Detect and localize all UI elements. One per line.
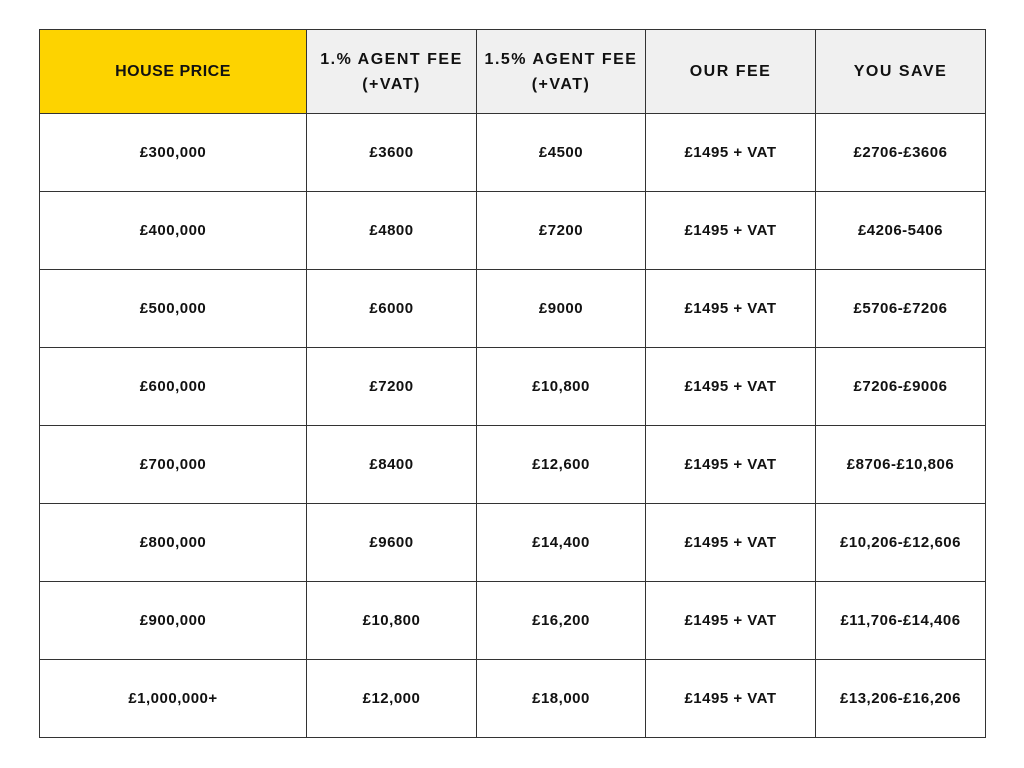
- cell-you-save: £5706-£7206: [816, 270, 986, 348]
- cell-house-price: £600,000: [40, 348, 307, 426]
- table-row: [40, 426, 986, 504]
- table-row: [40, 582, 986, 660]
- table-row: [40, 270, 986, 348]
- cell-house-price: £1,000,000+: [40, 660, 307, 738]
- header-our-fee: [646, 30, 816, 114]
- header-row: [40, 30, 986, 114]
- cell-you-save: £13,206-£16,206: [816, 660, 986, 738]
- cell-you-save: £2706-£3606: [816, 114, 986, 192]
- cell-one-half-percent-fee: £12,600: [477, 426, 646, 504]
- table-row: [40, 660, 986, 738]
- header-you-save: [816, 30, 986, 114]
- cell-one-half-percent-fee: £7200: [477, 192, 646, 270]
- cell-you-save: £11,706-£14,406: [816, 582, 986, 660]
- fee-comparison-table: [39, 29, 986, 738]
- table-row: [40, 114, 986, 192]
- cell-one-half-percent-fee: £4500: [477, 114, 646, 192]
- cell-one-half-percent-fee: £9000: [477, 270, 646, 348]
- cell-one-percent-fee: £6000: [307, 270, 477, 348]
- cell-our-fee: £1495 + VAT: [646, 426, 816, 504]
- cell-one-half-percent-fee: £14,400: [477, 504, 646, 582]
- cell-our-fee: £1495 + VAT: [646, 348, 816, 426]
- cell-one-half-percent-fee: £16,200: [477, 582, 646, 660]
- header-text: 1.% AGENT FEE: [320, 50, 463, 68]
- cell-one-half-percent-fee: £18,000: [477, 660, 646, 738]
- cell-our-fee: £1495 + VAT: [646, 504, 816, 582]
- cell-house-price: £500,000: [40, 270, 307, 348]
- cell-one-percent-fee: £9600: [307, 504, 477, 582]
- header-text: HOUSE PRICE: [115, 63, 231, 80]
- cell-our-fee: £1495 + VAT: [646, 114, 816, 192]
- cell-one-half-percent-fee: £10,800: [477, 348, 646, 426]
- cell-one-percent-fee: £8400: [307, 426, 477, 504]
- cell-you-save: £4206-5406: [816, 192, 986, 270]
- cell-one-percent-fee: £7200: [307, 348, 477, 426]
- header-one-percent-fee: [307, 30, 477, 114]
- cell-one-percent-fee: £4800: [307, 192, 477, 270]
- cell-house-price: £300,000: [40, 114, 307, 192]
- cell-our-fee: £1495 + VAT: [646, 660, 816, 738]
- table-row: [40, 504, 986, 582]
- cell-one-percent-fee: £12,000: [307, 660, 477, 738]
- cell-our-fee: £1495 + VAT: [646, 270, 816, 348]
- table-row: [40, 348, 986, 426]
- cell-one-percent-fee: £3600: [307, 114, 477, 192]
- header-house-price: [40, 30, 307, 114]
- cell-you-save: £8706-£10,806: [816, 426, 986, 504]
- cell-house-price: £900,000: [40, 582, 307, 660]
- header-text: YOU SAVE: [853, 63, 948, 80]
- cell-house-price: £400,000: [40, 192, 307, 270]
- header-text: OUR FEE: [689, 63, 772, 80]
- header-text: (+VAT): [531, 75, 591, 93]
- cell-you-save: £7206-£9006: [816, 348, 986, 426]
- cell-one-percent-fee: £10,800: [307, 582, 477, 660]
- header-text: 1.5% AGENT FEE: [484, 50, 638, 68]
- cell-our-fee: £1495 + VAT: [646, 192, 816, 270]
- cell-house-price: £700,000: [40, 426, 307, 504]
- header-one-half-percent-fee: [477, 30, 646, 114]
- table-row: [40, 192, 986, 270]
- cell-you-save: £10,206-£12,606: [816, 504, 986, 582]
- header-text: (+VAT): [362, 75, 421, 93]
- cell-our-fee: £1495 + VAT: [646, 582, 816, 660]
- cell-house-price: £800,000: [40, 504, 307, 582]
